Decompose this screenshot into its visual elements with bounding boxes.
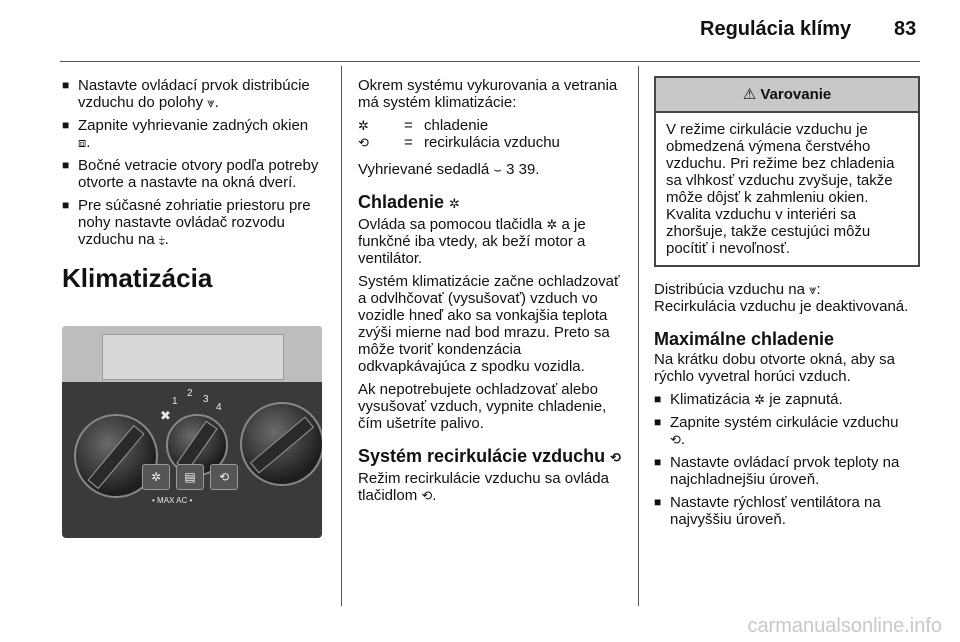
column-divider [638, 66, 639, 606]
cooling-text: Ovláda sa pomocou tlačidla ✲ a je funkčné iba vtedy, ak beží motor a ventilátor. [358, 216, 586, 267]
list-item: ■ Nastavte ovládací prvok distribúcie vzduchu do polohy ⩔. [62, 77, 330, 111]
warning-title: ⚠ Varovanie [656, 78, 918, 113]
recirculation-icon: ⟲ [421, 488, 433, 503]
fan-defrost-icon: ⩔ [809, 282, 817, 297]
fan-level-label: 1 [172, 396, 178, 407]
fan-defrost-icon: ⩔ [207, 95, 215, 110]
snowflake-icon: ✲ [358, 118, 369, 133]
warning-box [654, 76, 920, 267]
list-item: ■ Pre súčasné zohriatie priestoru pre nohy nastavte ovládač rozvodu vzduchu na ⤈. [62, 197, 330, 248]
recirculation-icon: ⟲ [358, 135, 369, 150]
fan-level-label: 3 [203, 394, 209, 405]
recirculation-heading: Systém recirkulácie vzduchu ⟲ [358, 446, 622, 466]
column-2 [358, 77, 628, 510]
list-item: ■ Zapnite systém cirkulácie vzduchu ⟲. [654, 414, 920, 448]
page-title: Regulácia klímy [700, 18, 852, 40]
list-item: ■ Nastavte ovládací prvok teploty na najchladnejšiu úroveň. [654, 454, 920, 488]
list-item: ■ Zapnite vyhrievanie zadných okien ⧈. [62, 117, 330, 151]
list-item: ■ Nastavte rýchlosť ventilátora na najvyššiu úroveň. [654, 494, 920, 528]
cooling-text: Ak nepotrebujete ochladzovať alebo vysušovať vzduch, vypnite chladenie, čím ušetríte palivo. [358, 381, 607, 432]
max-cooling-heading: Maximálne chladenie [654, 329, 835, 349]
max-cooling-list [654, 391, 920, 528]
rear-window-heat-icon: ⧈ [78, 135, 87, 150]
warning-text: V režime cirkulácie vzduchu je obmedzená výmena čerstvého vzduchu. Pri režime bez chladenia sa vlhkosť vzduchu zvyšuje, takže môže dôjsť k zahmleniu okien. Kvalita vzduchu v interiéri sa zhoršuje, takže cestujúci môžu pocítiť i nevoľnosť. [666, 121, 895, 257]
ac-button: ✲ [142, 464, 170, 490]
feet-vent-icon: ⤈ [158, 232, 165, 247]
section-heading: Klimatizácia [62, 263, 213, 293]
column-1 [62, 77, 330, 293]
header-divider [60, 61, 920, 62]
recirculation-icon: ⟲ [610, 450, 622, 465]
max-ac-label: • MAX AC • [152, 496, 193, 505]
column-3 [654, 77, 920, 534]
watermark: carmanualsonline.info [747, 615, 942, 637]
panel-top [62, 326, 322, 382]
symbol-legend: ✲ = chladenie ⟲ = recirkulácia vzduchu [358, 117, 560, 151]
seat-heat-icon: ⌣ [493, 162, 502, 177]
fan-level-label: 2 [187, 388, 193, 399]
climate-control-panel-image [62, 326, 322, 538]
snowflake-icon: ✲ [754, 392, 766, 407]
cooling-text: Systém klimatizácie začne ochladzovať a odvlhčovať (vysušovať) vzduch vo vozidle hneď ako sa vonkajšia teplota zvýši mierne nad bod mrazu. Preto sa môže tvoriť kondenzácia odkvapkávajúca z spodku vozidla. [358, 273, 620, 375]
snowflake-icon: ✲ [449, 196, 460, 211]
rear-defrost-button: ▤ [176, 464, 204, 490]
recirculation-button: ⟲ [210, 464, 238, 490]
air-distribution-knob [240, 402, 322, 486]
recirculation-icon: ⟲ [670, 432, 681, 447]
list-item: ■ Bočné vetracie otvory podľa potreby otvorte a nastavte na okná dverí. [62, 157, 330, 191]
warning-icon: ⚠ [742, 86, 757, 103]
snowflake-icon: ✲ [546, 217, 558, 232]
list-item: ■ Klimatizácia ✲ je zapnutá. [654, 391, 920, 408]
fan-level-label: 4 [216, 402, 222, 413]
distribution-text: Distribúcia vzduchu na ⩔: Recirkulácia vzduchu je deaktivovaná. [654, 281, 909, 315]
intro-text: Okrem systému vykurovania a vetrania má systém klimatizácie: [358, 77, 618, 111]
column-divider [341, 66, 342, 606]
cooling-heading: Chladenie ✲ [358, 192, 460, 212]
instruction-list [62, 77, 330, 248]
recirculation-text: Režim recirkulácie vzduchu sa ovláda tlačidlom ⟲. [358, 470, 609, 504]
seat-heating-ref: Vyhrievané sedadlá ⌣ 3 39. [358, 161, 540, 178]
max-cooling-intro: Na krátku dobu otvorte okná, aby sa rýchlo vyvetral horúci vzduch. [654, 351, 895, 385]
page-number: 83 [894, 18, 917, 40]
fan-icon: ✖ [160, 408, 171, 423]
